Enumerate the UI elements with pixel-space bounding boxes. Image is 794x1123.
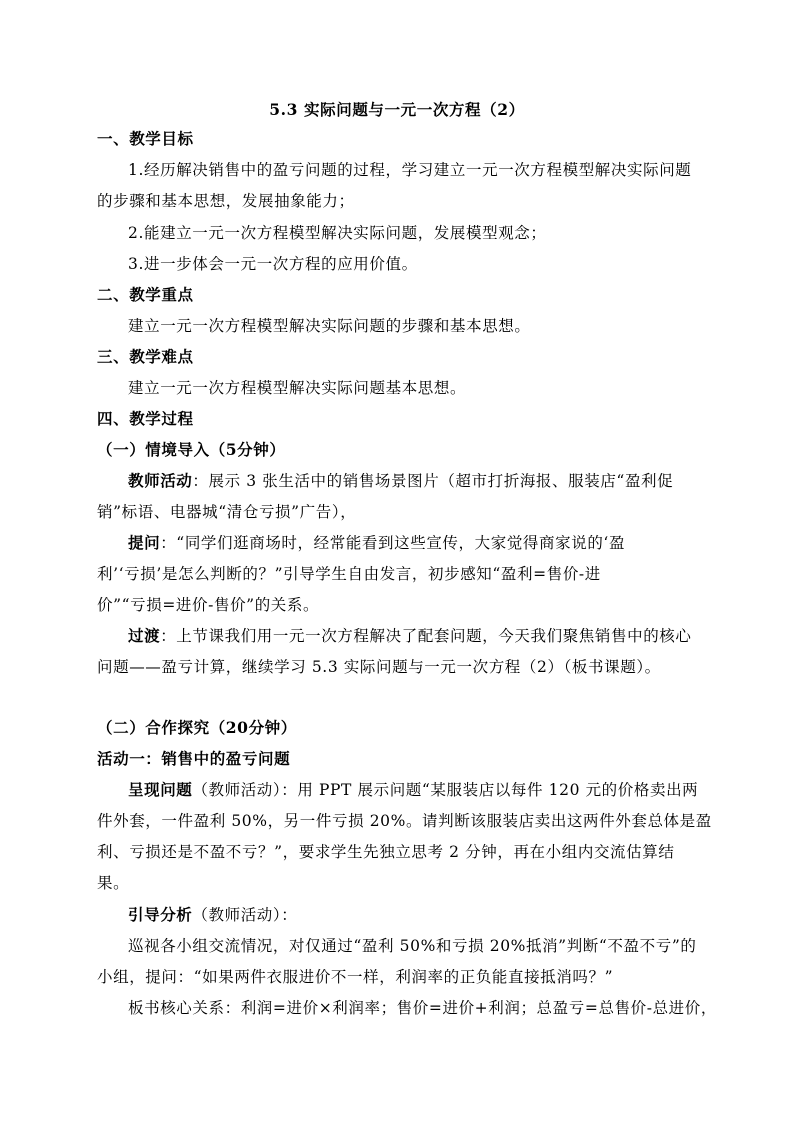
section-heading-process: 四、教学过程	[97, 409, 194, 428]
section-heading-difficulties: 三、教学难点	[97, 347, 194, 366]
document-title: 5.3 实际问题与一元一次方程（2）	[269, 100, 525, 119]
goal-1-line-1: 1.经历解决销售中的盈亏问题的过程，学习建立一元一次方程模型解决实际问题	[128, 161, 692, 179]
transition-line-1	[128, 626, 708, 646]
present-problem-line-1	[128, 780, 708, 800]
guide-analysis-suffix: （教师活动）：	[192, 906, 298, 924]
transition-label: 过渡	[128, 626, 161, 645]
transition-text: ：上节课我们用一元一次方程解决了配套问题，今天我们聚焦销售中的核心	[160, 627, 692, 645]
guide-analysis-line	[128, 905, 708, 925]
guide-analysis-label: 引导分析	[128, 905, 193, 924]
question-line-2: 利’‘亏损’是怎么判断的？”引导学生自由发言，初步感知“盈利=售价-进	[97, 565, 601, 583]
goal-3: 3.进一步体会一元一次方程的应用价值。	[128, 255, 418, 273]
present-problem-line-4: 果。	[97, 874, 130, 892]
board-core-relations: 板书核心关系：利润=进价×利润率；售价=进价+利润；总盈亏=总售价-总进价，	[128, 999, 717, 1017]
teacher-activity-text: ：展示 3 张生活中的销售场景图片（超市打折海报、服装店“盈利促	[192, 472, 674, 490]
part-1-heading: （一）情境导入（5分钟）	[97, 440, 286, 459]
difficulties-text: 建立一元一次方程模型解决实际问题基本思想。	[128, 379, 467, 397]
present-problem-label: 呈现问题	[128, 780, 193, 799]
goal-1-line-2: 的步骤和基本思想，发展抽象能力；	[97, 192, 355, 210]
question-line-3: 价”“亏损=进价-售价”的关系。	[97, 596, 320, 614]
present-problem-line-2: 件外套，一件盈利 50%，另一件亏损 20%。请判断该服装店卖出这两件外套总体是盈	[97, 812, 712, 830]
question-label: 提问	[128, 533, 161, 552]
teacher-activity-line-2: 销”标语、电器城“清仓亏损”广告），	[97, 503, 357, 521]
section-heading-key-points: 二、教学重点	[97, 285, 194, 304]
present-problem-line-3: 利、亏损还是不盈不亏？”，要求学生先独立思考 2 分钟，再在小组内交流估算结	[97, 843, 675, 861]
transition-line-2: 问题——盈亏计算，继续学习 5.3 实际问题与一元一次方程（2）（板书课题）。	[97, 658, 661, 676]
guide-line-2: 小组，提问：“如果两件衣服进价不一样，利润率的正负能直接抵消吗？”	[97, 968, 614, 986]
part-2-heading: （二）合作探究（20分钟）	[97, 718, 297, 737]
section-heading-goals: 一、教学目标	[97, 129, 194, 148]
guide-line-1: 巡视各小组交流情况，对仅通过“盈利 50%和亏损 20%抵消”判断“不盈不亏”的	[128, 937, 697, 955]
key-points-text: 建立一元一次方程模型解决实际问题的步骤和基本思想。	[128, 317, 531, 335]
question-line-1	[128, 533, 708, 553]
goal-2: 2.能建立一元一次方程模型解决实际问题，发展模型观念；	[128, 224, 547, 242]
present-problem-text: （教师活动）：用 PPT 展示问题“某服装店以每件 120 元的价格卖出两	[192, 781, 699, 799]
activity-1-heading: 活动一：销售中的盈亏问题	[97, 749, 291, 768]
teacher-activity-line-1	[128, 471, 708, 491]
teacher-activity-label: 教师活动	[128, 471, 193, 490]
question-text: ：“同学们逛商场时，经常能看到这些宣传，大家觉得商家说的‘盈	[160, 534, 626, 552]
